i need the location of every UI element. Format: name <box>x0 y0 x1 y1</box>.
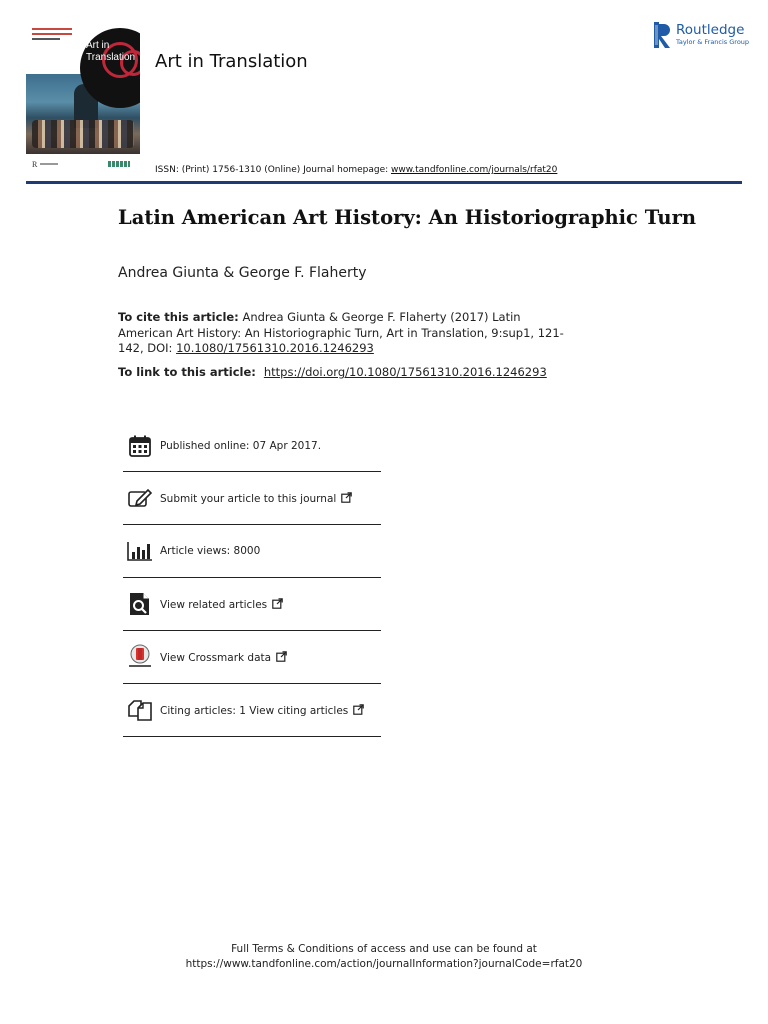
journal-title[interactable]: Art in Translation <box>155 51 308 72</box>
external-link-icon <box>353 704 364 715</box>
crossmark-icon <box>127 644 153 670</box>
article-link-line <box>118 365 547 379</box>
external-link-icon <box>272 598 283 609</box>
cite-label: To cite this article: <box>118 310 239 324</box>
issn-text: ISSN: (Print) 1756-1310 (Online) Journal homepage: <box>155 165 391 175</box>
cover-publisher-logos <box>32 160 132 170</box>
publisher-sub: Taylor & Francis Group <box>676 38 750 46</box>
routledge-r-icon <box>654 22 672 48</box>
routledge-mini-logo: R <box>32 160 38 169</box>
routledge-logo[interactable] <box>654 22 754 50</box>
article-views-text: Article views: 8000 <box>160 545 261 557</box>
crossmark-row[interactable] <box>123 631 381 684</box>
publisher-name: Routledge <box>676 22 745 38</box>
journal-cover-image <box>26 24 140 154</box>
citing-articles-row[interactable] <box>123 684 381 737</box>
article-info-list <box>123 420 381 737</box>
published-row <box>123 420 381 472</box>
crossmark-link[interactable]: View Crossmark data <box>160 651 272 664</box>
cover-logo-line1: Art in <box>86 40 110 51</box>
cite-doi-link[interactable]: 10.1080/17561310.2016.1246293 <box>176 341 374 355</box>
cover-logo-line2: Translation <box>86 52 136 63</box>
article-title[interactable]: Latin American Art History: An Historiographic Turn <box>118 206 697 229</box>
terms-url[interactable]: https://www.tandfonline.com/action/journalInformation?journalCode=rfat20 <box>185 958 583 970</box>
submit-article-link[interactable]: Submit your article to this journal <box>160 492 337 505</box>
related-articles-link[interactable]: View related articles <box>160 598 268 611</box>
related-articles-row[interactable] <box>123 578 381 631</box>
terms-footer <box>0 942 768 972</box>
document-search-icon <box>127 591 153 617</box>
external-link-icon <box>276 651 287 662</box>
article-views-row <box>123 525 381 578</box>
bar-chart-icon <box>127 538 153 564</box>
cite-block <box>118 310 568 357</box>
article-authors: Andrea Giunta & George F. Flaherty <box>118 265 367 281</box>
external-link-icon <box>341 492 352 503</box>
article-doi-link[interactable]: https://doi.org/10.1080/17561310.2016.1246293 <box>263 365 547 379</box>
cover-logo-text <box>86 40 140 64</box>
submit-article-row[interactable] <box>123 472 381 525</box>
citing-documents-icon <box>127 697 153 723</box>
calendar-icon <box>127 433 153 459</box>
issn-line <box>155 165 557 175</box>
published-text: Published online: 07 Apr 2017. <box>160 439 322 452</box>
citing-articles-link[interactable]: Citing articles: 1 View citing articles <box>160 704 349 717</box>
edit-icon <box>127 485 153 511</box>
cite-text: Andrea Giunta & George F. Flaherty (2017) Latin American Art History: An Historiographic Turn, Art in Translation, 9:sup1, 121-142, DOI: <box>118 310 564 355</box>
terms-line-1: Full Terms & Conditions of access and use can be found at <box>231 943 537 955</box>
journal-homepage-link[interactable]: www.tandfonline.com/journals/rfat20 <box>391 165 558 175</box>
link-label: To link to this article: <box>118 365 260 379</box>
header-divider <box>26 181 742 184</box>
partner-logo <box>108 161 130 167</box>
